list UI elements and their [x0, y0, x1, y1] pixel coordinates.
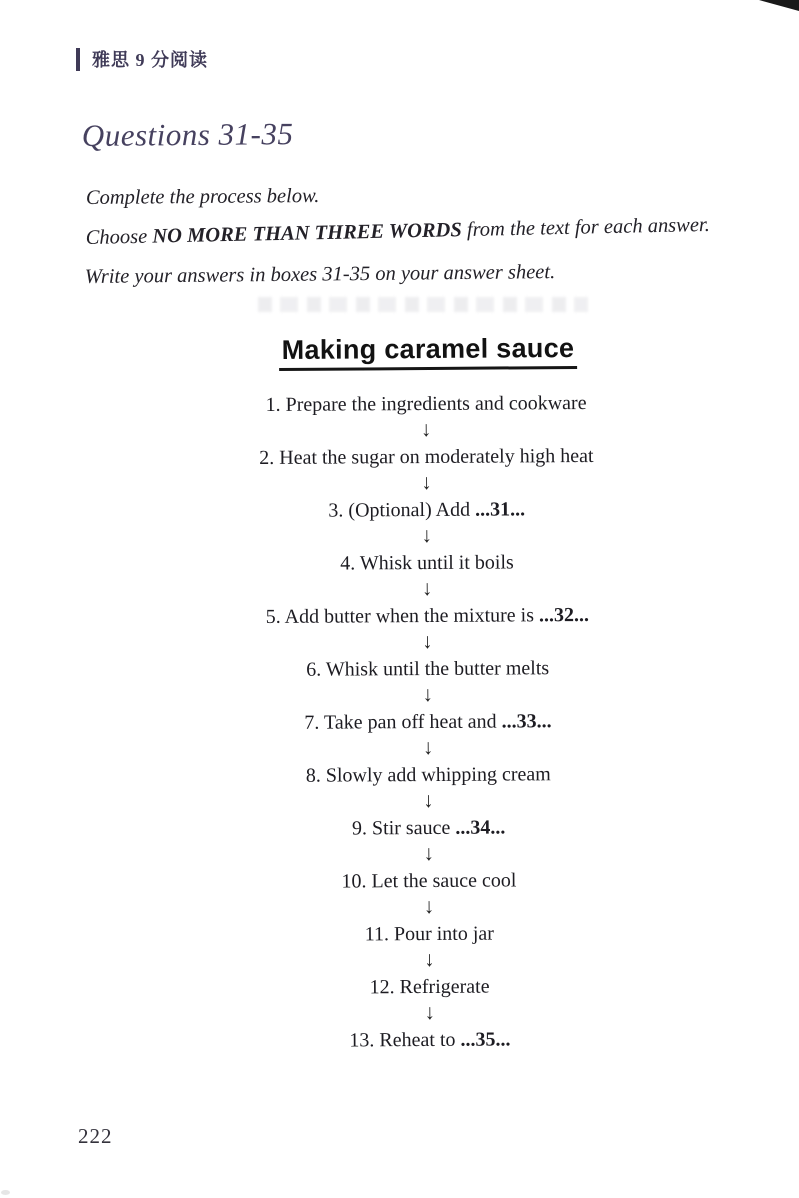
- flow-step-13: [60, 1025, 799, 1056]
- book-header: [76, 46, 208, 72]
- down-arrow-icon: ↓: [421, 522, 433, 548]
- flow-step-10-text: 10. Let the sauce cool: [341, 869, 517, 893]
- instruction-line-3: Write your answers in boxes 31-35 on your answer sheet.: [84, 261, 556, 289]
- flowchart-title: Making caramel sauce: [279, 333, 578, 371]
- flowchart-title-wrap: [58, 331, 798, 372]
- down-arrow-icon: ↓: [423, 893, 435, 919]
- instruction-line-1: Complete the process below.: [85, 184, 320, 210]
- page-number: 222: [78, 1124, 113, 1148]
- flow-step-8-text: 8. Slowly add whipping cream: [305, 763, 551, 787]
- down-arrow-icon: ↓: [424, 946, 435, 972]
- flow-step-5-text: 5. Add butter when the mixture is: [265, 604, 540, 628]
- scan-corner-artifact: [759, 0, 799, 11]
- down-arrow-icon: ↓: [422, 628, 433, 654]
- scan-edge-artifact: [1, 1190, 10, 1195]
- down-arrow-icon: ↓: [423, 787, 434, 813]
- flow-step-4-text: 4. Whisk until it boils: [340, 551, 514, 575]
- flow-step-13-text: 13. Reheat to: [349, 1028, 461, 1052]
- flow-step-9-text: 9. Stir sauce: [351, 816, 456, 840]
- flow-step-13-blank: ...35...: [460, 1028, 511, 1051]
- down-arrow-icon: ↓: [421, 575, 433, 601]
- flow-step-2-text: 2. Heat the sugar on moderately high heat: [259, 444, 594, 470]
- book-title: 雅思 9 分阅读: [92, 50, 208, 70]
- flow-step-9-blank: ...34...: [455, 816, 506, 839]
- down-arrow-icon: ↓: [423, 840, 435, 866]
- instruction-line-2-post: from the text for each answer.: [461, 213, 710, 242]
- flow-step-5-blank: ...32...: [538, 604, 590, 627]
- flow-step-12-text: 12. Refrigerate: [369, 975, 490, 999]
- flow-step-6-text: 6. Whisk until the butter melts: [306, 657, 550, 681]
- down-arrow-icon: ↓: [422, 734, 434, 760]
- flow-step-7-text: 7. Take pan off heat and: [304, 710, 502, 734]
- flow-step-3-blank: ...31...: [474, 498, 526, 521]
- down-arrow-icon: ↓: [424, 999, 436, 1025]
- page-bleed-artifact: [258, 297, 588, 312]
- instruction-line-2-pre: Choose: [85, 225, 153, 250]
- down-arrow-icon: ↓: [422, 681, 434, 707]
- flow-step-11-text: 11. Pour into jar: [364, 922, 494, 946]
- section-title: Questions 31-35: [81, 116, 294, 154]
- header-accent-bar: [76, 48, 80, 71]
- flow-step-3-text: 3. (Optional) Add: [328, 498, 476, 522]
- down-arrow-icon: ↓: [420, 416, 432, 442]
- flowchart: [56, 389, 799, 1056]
- flow-step-1-text: 1. Prepare the ingredients and cookware: [265, 392, 587, 416]
- flow-step-7-blank: ...33...: [501, 710, 552, 733]
- instruction-line-2-emphasis: NO MORE THAN THREE WORDS: [152, 219, 462, 248]
- down-arrow-icon: ↓: [421, 469, 432, 495]
- instruction-line-2: [86, 214, 711, 250]
